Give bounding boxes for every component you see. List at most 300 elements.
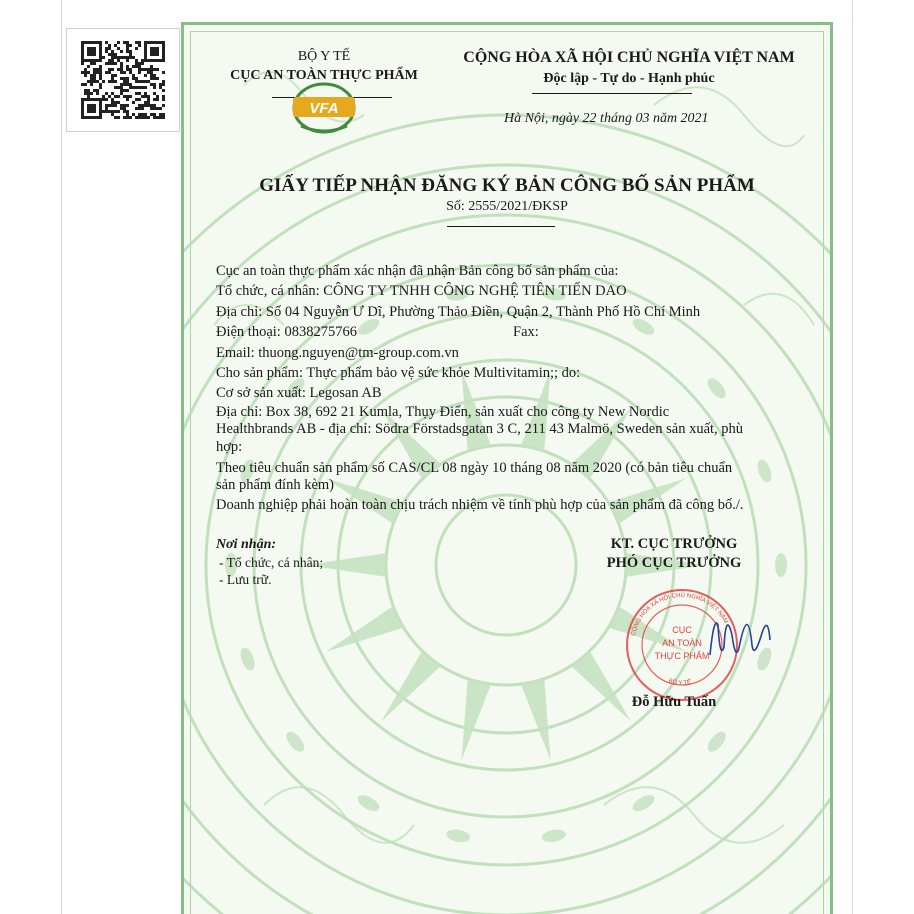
qr-module — [117, 86, 120, 89]
recipient-item: - Tổ chức, cá nhân; — [219, 555, 324, 570]
qr-module — [162, 71, 165, 74]
qr-module — [135, 107, 138, 110]
qr-module — [108, 110, 111, 113]
qr-module — [126, 77, 129, 80]
drum-ray — [326, 606, 404, 652]
qr-module — [90, 62, 93, 65]
qr-module — [141, 116, 144, 119]
qr-module — [162, 89, 165, 92]
qr-module — [108, 62, 111, 65]
qr-module — [135, 62, 138, 65]
qr-module — [90, 74, 93, 77]
body-line: Cơ sở sản xuất: Legosan AB — [216, 385, 382, 401]
qr-module — [96, 68, 99, 71]
drum-bird-motif — [775, 553, 787, 577]
handwritten-signature — [710, 623, 770, 655]
qr-module — [108, 44, 111, 47]
qr-module — [135, 41, 138, 44]
qr-module — [117, 47, 120, 50]
qr-module — [108, 68, 111, 71]
qr-module — [156, 107, 159, 110]
signature-title-2: PHÓ CỤC TRƯỞNG — [606, 555, 742, 571]
qr-module — [132, 86, 135, 89]
qr-module — [144, 116, 147, 119]
qr-module — [120, 50, 123, 53]
qr-module — [162, 83, 165, 86]
qr-module — [114, 104, 117, 107]
qr-module — [93, 68, 96, 71]
qr-module — [111, 104, 114, 107]
signature-title-1: KT. CỤC TRƯỞNG — [610, 536, 738, 552]
qr-module — [126, 104, 129, 107]
drum-bird-motif — [704, 729, 729, 755]
qr-module — [126, 65, 129, 68]
vfa-logo-text: VFA — [309, 100, 339, 117]
qr-module — [114, 110, 117, 113]
qr-module — [126, 80, 129, 83]
qr-module — [153, 74, 156, 77]
qr-module — [81, 83, 84, 86]
qr-module — [150, 74, 153, 77]
body-line: Địa chỉ: Số 04 Nguyễn Ư Dĩ, Phường Thảo Điền, Quận 2, Thành Phố Hồ Chí Minh — [216, 304, 701, 320]
qr-module — [105, 98, 108, 101]
qr-module — [126, 59, 129, 62]
qr-module — [108, 80, 111, 83]
qr-module — [162, 95, 165, 98]
qr-module — [144, 86, 147, 89]
qr-module — [153, 113, 156, 116]
agency-name: CỤC AN TOÀN THỰC PHẨM — [230, 68, 418, 83]
drum-bird-motif — [755, 458, 774, 485]
qr-module — [162, 80, 165, 83]
qr-module — [126, 56, 129, 59]
qr-module — [141, 86, 144, 89]
qr-module — [120, 107, 123, 110]
official-red-stamp — [622, 585, 782, 705]
qr-module — [111, 53, 114, 56]
qr-module — [129, 53, 132, 56]
qr-module — [138, 62, 141, 65]
body-line: hợp: — [216, 439, 243, 455]
qr-module — [102, 95, 105, 98]
qr-module — [126, 116, 129, 119]
qr-module — [147, 68, 150, 71]
qr-module — [150, 68, 153, 71]
qr-module — [117, 95, 120, 98]
qr-module — [156, 116, 159, 119]
qr-module — [141, 113, 144, 116]
qr-module — [132, 56, 135, 59]
qr-module — [120, 56, 123, 59]
qr-module — [135, 59, 138, 62]
body-line: Tổ chức, cá nhân: CÔNG TY TNHH CÔNG NGHỆ TIÊN TIẾN DAO — [216, 283, 627, 299]
svg-text:BỘ Y TẾ — [668, 678, 692, 686]
qr-module — [111, 80, 114, 83]
qr-module — [135, 65, 138, 68]
qr-module — [108, 59, 111, 62]
qr-module — [111, 56, 114, 59]
qr-finder — [87, 104, 96, 113]
qr-module — [93, 80, 96, 83]
qr-module — [156, 77, 159, 80]
motto-underline — [532, 93, 692, 94]
qr-module — [147, 71, 150, 74]
qr-module — [111, 50, 114, 53]
qr-module — [150, 71, 153, 74]
qr-module — [129, 95, 132, 98]
qr-module — [126, 110, 129, 113]
qr-module — [99, 65, 102, 68]
qr-module — [120, 65, 123, 68]
qr-module — [99, 83, 102, 86]
qr-module — [117, 56, 120, 59]
qr-module — [147, 98, 150, 101]
qr-module — [114, 101, 117, 104]
nation-heading: CỘNG HÒA XÃ HỘI CHỦ NGHĨA VIỆT NAM — [463, 49, 795, 66]
qr-module — [132, 101, 135, 104]
qr-module — [144, 101, 147, 104]
qr-module — [135, 77, 138, 80]
qr-module — [105, 41, 108, 44]
qr-module — [138, 107, 141, 110]
drum-bird-motif — [445, 828, 471, 844]
qr-module — [126, 68, 129, 71]
qr-module — [138, 98, 141, 101]
qr-module — [114, 44, 117, 47]
qr-module — [105, 62, 108, 65]
qr-module — [159, 86, 162, 89]
qr-module — [159, 83, 162, 86]
qr-module — [114, 116, 117, 119]
qr-module — [138, 104, 141, 107]
qr-module — [153, 98, 156, 101]
qr-module — [123, 107, 126, 110]
qr-module — [99, 77, 102, 80]
ministry-name: BỘ Y TẾ — [297, 49, 351, 64]
qr-module — [129, 44, 132, 47]
qr-module — [153, 77, 156, 80]
qr-module — [93, 89, 96, 92]
qr-module — [150, 104, 153, 107]
qr-module — [147, 80, 150, 83]
qr-module — [150, 113, 153, 116]
body-line: Doanh nghiệp phải hoàn toàn chịu trách nhiệm về tính phù hợp của sản phẩm đã công bố./. — [216, 497, 744, 513]
qr-module — [87, 80, 90, 83]
qr-module — [138, 65, 141, 68]
fax-label: Fax: — [513, 324, 539, 340]
drum-bird-motif — [630, 792, 657, 814]
qr-module — [129, 83, 132, 86]
qr-module — [126, 50, 129, 53]
qr-module — [138, 80, 141, 83]
certificate-sheet — [181, 22, 833, 914]
qr-module — [96, 80, 99, 83]
qr-module — [144, 74, 147, 77]
qr-module — [147, 95, 150, 98]
qr-module — [126, 113, 129, 116]
qr-module — [114, 95, 117, 98]
qr-module — [153, 92, 156, 95]
qr-module — [162, 113, 165, 116]
qr-module — [141, 80, 144, 83]
qr-module — [81, 71, 84, 74]
qr-module — [117, 116, 120, 119]
qr-module — [153, 83, 156, 86]
qr-module — [123, 89, 126, 92]
qr-module — [114, 74, 117, 77]
qr-module — [111, 110, 114, 113]
qr-module — [162, 116, 165, 119]
qr-module — [123, 104, 126, 107]
qr-module — [123, 41, 126, 44]
qr-module — [129, 86, 132, 89]
qr-module — [153, 104, 156, 107]
qr-module — [123, 56, 126, 59]
qr-module — [120, 71, 123, 74]
qr-module — [120, 104, 123, 107]
qr-module — [153, 68, 156, 71]
qr-module — [153, 116, 156, 119]
qr-module — [111, 98, 114, 101]
qr-module — [135, 116, 138, 119]
qr-module — [132, 77, 135, 80]
qr-module — [147, 104, 150, 107]
qr-module — [135, 80, 138, 83]
signatory-name: Đỗ Hữu Tuấn — [631, 694, 717, 710]
qr-module — [123, 71, 126, 74]
qr-module — [156, 95, 159, 98]
qr-module — [93, 74, 96, 77]
stamp-ring-bottom-text: BỘ Y TẾ — [667, 678, 692, 687]
motto: Độc lập - Tự do - Hạnh phúc — [543, 71, 715, 86]
qr-module — [132, 113, 135, 116]
qr-module — [138, 71, 141, 74]
qr-module — [123, 116, 126, 119]
qr-module — [141, 107, 144, 110]
qr-module — [81, 62, 84, 65]
stamp-center-line: THỰC PHẨM — [654, 651, 710, 661]
qr-module — [147, 101, 150, 104]
qr-module — [99, 68, 102, 71]
qr-module — [150, 65, 153, 68]
qr-module — [105, 110, 108, 113]
qr-module — [111, 62, 114, 65]
qr-module — [135, 86, 138, 89]
qr-module — [117, 68, 120, 71]
recipient-item: - Lưu trữ. — [219, 572, 272, 587]
qr-module — [159, 116, 162, 119]
qr-module — [162, 104, 165, 107]
body-line: sản phẩm đính kèm) — [216, 477, 334, 493]
qr-module — [120, 77, 123, 80]
qr-module — [102, 56, 105, 59]
qr-module — [90, 92, 93, 95]
qr-module — [102, 110, 105, 113]
qr-module — [105, 50, 108, 53]
qr-module — [141, 68, 144, 71]
body-line: Theo tiêu chuẩn sản phẩm số CAS/CL 08 ngày 10 tháng 08 năm 2020 (có bản tiêu chuẩn — [216, 460, 733, 476]
qr-module — [153, 86, 156, 89]
qr-module — [159, 107, 162, 110]
place-date: Hà Nội, ngày 22 tháng 03 năm 2021 — [504, 111, 709, 126]
qr-module — [144, 104, 147, 107]
qr-module — [120, 83, 123, 86]
qr-module — [138, 113, 141, 116]
qr-module — [111, 101, 114, 104]
stamp-center-line: CỤC — [672, 625, 692, 635]
qr-module — [144, 95, 147, 98]
qr-module — [90, 80, 93, 83]
qr-module — [123, 110, 126, 113]
drum-bird-motif — [541, 828, 567, 844]
vfa-logo-icon — [279, 80, 369, 140]
qr-module — [117, 41, 120, 44]
qr-finder — [87, 47, 96, 56]
qr-module — [117, 101, 120, 104]
qr-module — [126, 83, 129, 86]
qr-module — [138, 116, 141, 119]
qr-module — [141, 104, 144, 107]
qr-module — [141, 62, 144, 65]
qr-module — [126, 41, 129, 44]
qr-module — [126, 47, 129, 50]
qr-module — [102, 80, 105, 83]
qr-module — [105, 47, 108, 50]
qr-code-icon — [81, 41, 165, 121]
qr-module — [129, 68, 132, 71]
qr-module — [87, 65, 90, 68]
qr-module — [87, 95, 90, 98]
body-line: Cục an toàn thực phẩm xác nhận đã nhận Bản công bố sản phẩm của: — [216, 263, 619, 279]
qr-module — [135, 92, 138, 95]
qr-module — [138, 68, 141, 71]
qr-module — [114, 53, 117, 56]
qr-module — [111, 92, 114, 95]
qr-module — [108, 53, 111, 56]
qr-module — [144, 80, 147, 83]
qr-module — [144, 68, 147, 71]
qr-module — [90, 77, 93, 80]
drum-bird-motif — [238, 646, 257, 673]
qr-module — [93, 71, 96, 74]
document-title: GIẤY TIẾP NHẬN ĐĂNG KÝ BẢN CÔNG BỐ SẢN PHẨM — [259, 175, 755, 196]
qr-module — [114, 86, 117, 89]
qr-module — [123, 95, 126, 98]
recipients-heading: Nơi nhận: — [216, 537, 277, 552]
qr-code-image — [66, 28, 180, 132]
qr-module — [138, 92, 141, 95]
qr-module — [87, 71, 90, 74]
qr-module — [153, 107, 156, 110]
qr-module — [144, 113, 147, 116]
qr-module — [132, 74, 135, 77]
qr-module — [96, 89, 99, 92]
qr-module — [105, 92, 108, 95]
qr-module — [120, 89, 123, 92]
qr-module — [141, 95, 144, 98]
qr-module — [126, 44, 129, 47]
qr-module — [117, 59, 120, 62]
qr-module — [126, 89, 129, 92]
qr-module — [123, 83, 126, 86]
qr-module — [87, 89, 90, 92]
qr-module — [99, 74, 102, 77]
qr-module — [93, 62, 96, 65]
qr-module — [108, 104, 111, 107]
qr-module — [156, 68, 159, 71]
qr-module — [120, 92, 123, 95]
qr-module — [105, 107, 108, 110]
qr-module — [138, 86, 141, 89]
qr-module — [96, 92, 99, 95]
qr-module — [150, 107, 153, 110]
qr-module — [126, 95, 129, 98]
drum-ray — [521, 679, 551, 760]
qr-module — [114, 62, 117, 65]
qr-module — [129, 116, 132, 119]
qr-module — [132, 65, 135, 68]
qr-module — [129, 56, 132, 59]
qr-module — [90, 83, 93, 86]
qr-module — [105, 71, 108, 74]
qr-module — [84, 71, 87, 74]
stamp-ring-top-text: CỘNG HÒA XÃ HỘI CHỦ NGHĨA VIỆT NAM — [630, 592, 729, 637]
qr-module — [129, 50, 132, 53]
qr-module — [150, 77, 153, 80]
qr-module — [120, 62, 123, 65]
qr-module — [108, 47, 111, 50]
qr-module — [84, 74, 87, 77]
qr-finder — [150, 47, 159, 56]
qr-module — [147, 116, 150, 119]
qr-module — [108, 95, 111, 98]
qr-module — [111, 59, 114, 62]
qr-module — [99, 86, 102, 89]
qr-module — [84, 83, 87, 86]
qr-module — [93, 77, 96, 80]
qr-module — [111, 113, 114, 116]
qr-module — [99, 71, 102, 74]
drum-bird-motif — [704, 375, 729, 401]
drum-bird-motif — [355, 792, 382, 814]
document-number: Số: 2555/2021/ĐKSP — [446, 199, 568, 214]
body-line: Healthbrands AB - địa chỉ: Södra Förstadsgatan 3 C, 211 43 Malmö, Sweden sản xuất, phù — [216, 421, 744, 437]
qr-module — [123, 80, 126, 83]
qr-module — [105, 104, 108, 107]
qr-module — [138, 41, 141, 44]
qr-module — [96, 71, 99, 74]
qr-module — [150, 83, 153, 86]
qr-module — [114, 56, 117, 59]
drum-ray — [461, 679, 491, 760]
qr-module — [84, 68, 87, 71]
qr-module — [162, 98, 165, 101]
qr-module — [84, 89, 87, 92]
qr-module — [141, 59, 144, 62]
qr-module — [159, 113, 162, 116]
qr-module — [111, 68, 114, 71]
title-underline — [447, 226, 555, 227]
qr-module — [117, 110, 120, 113]
stamp-center-line: AN TOÀN — [662, 638, 702, 648]
qr-module — [111, 74, 114, 77]
body-line: Email: thuong.nguyen@tm-group.com.vn — [216, 345, 459, 361]
qr-module — [114, 80, 117, 83]
qr-module — [120, 86, 123, 89]
body-line: Cho sản phẩm: Thực phẩm bảo vệ sức khỏe Multivitamin;; do: — [216, 365, 581, 381]
qr-module — [144, 92, 147, 95]
qr-module — [126, 98, 129, 101]
